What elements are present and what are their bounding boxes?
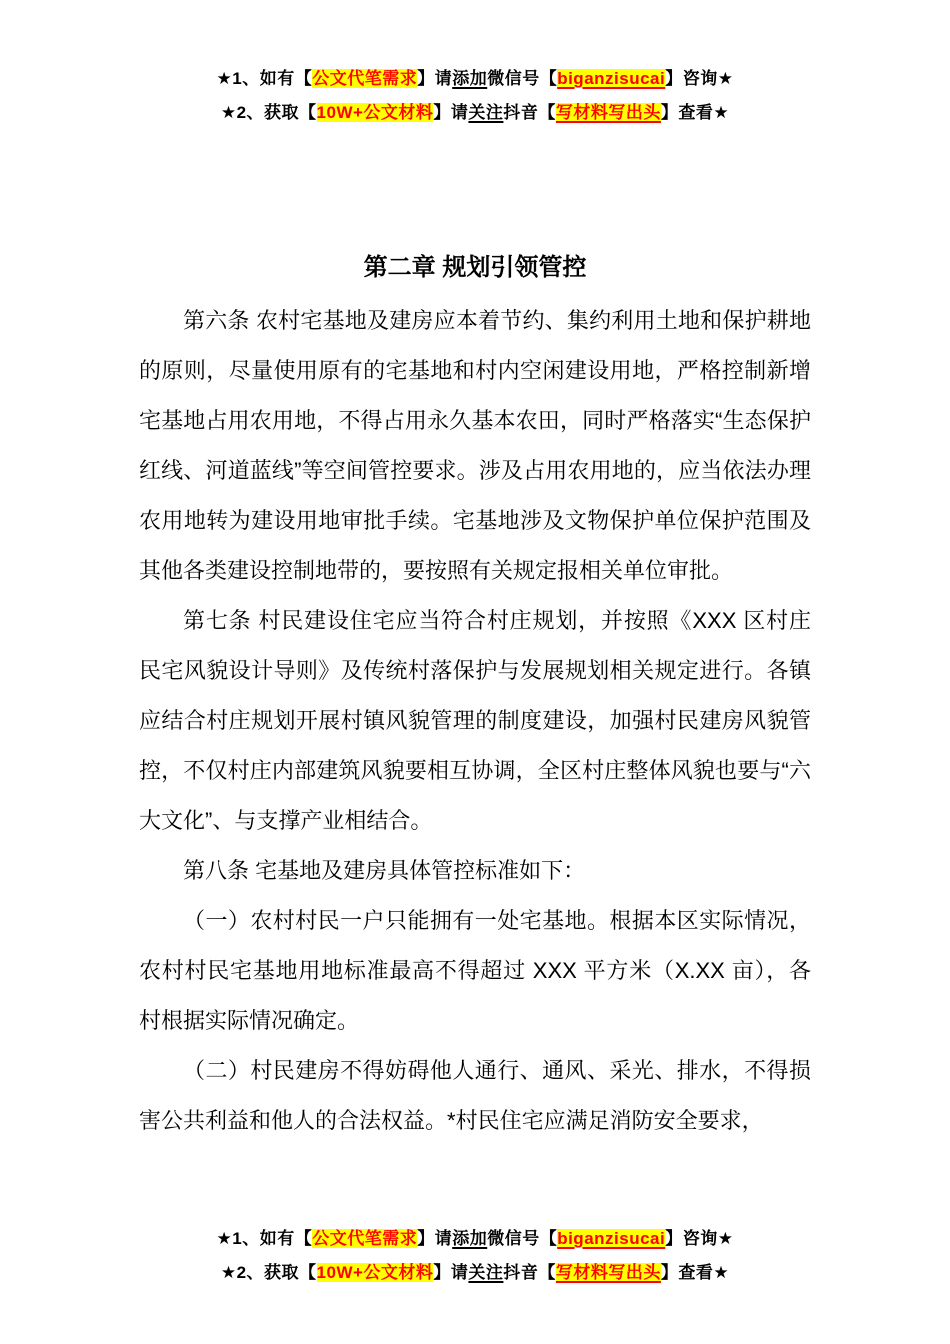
promo-footer xyxy=(0,1222,950,1344)
paragraph-2: 第七条 村民建设住宅应当符合村庄规划，并按照《XXX 区村庄民宅风貌设计导则》及传统村落保护与发展规划相关规定进行。各镇应结合村庄规划开展村镇风貌管理的制度建设，加强村民建房风貌管控，不仅村庄内部建筑风貌要相互协调，全区村庄整体风貌也要与“六大文化”、与支撑产业相结合。 xyxy=(139,608,811,833)
promo-text: 】查看★ xyxy=(660,103,730,122)
promo-highlighted-text: biganzisucai xyxy=(557,1229,666,1248)
promo-text: 微信号【 xyxy=(487,69,558,88)
promo-text: 】请 xyxy=(417,1229,453,1248)
promo-text: 添加 xyxy=(452,69,488,88)
promo-text: ★2、获取【 xyxy=(220,103,317,122)
doc-paragraphs xyxy=(139,296,811,1146)
paragraph-1: 第六条 农村宅基地及建房应本着节约、集约利用土地和保护耕地的原则，尽量使用原有的宅基地和村内空闲建设用地，严格控制新增宅基地占用农用地，不得占用永久基本农田，同时严格落实“生态保护红线、河道蓝线”等空间管控要求。涉及占用农用地的，应当依法办理农用地转为建设用地审批手续。宅基地涉及文物保护单位保护范围及其他各类建设控制地带的，要按照有关规定报相关单位审批。 xyxy=(139,308,811,583)
promo-text: 】查看★ xyxy=(660,1263,730,1282)
promo-text: 关注 xyxy=(468,103,504,122)
promo-highlighted-text: 公文代笔需求 xyxy=(312,69,418,88)
promo-header-line-1 xyxy=(0,62,950,96)
promo-text: ★2、获取【 xyxy=(220,1263,317,1282)
paragraph-3: 第八条 宅基地及建房具体管控标准如下： xyxy=(183,858,586,883)
promo-text: 抖音【 xyxy=(503,1263,556,1282)
promo-text: 】咨询★ xyxy=(665,1229,734,1248)
promo-header-line-2 xyxy=(0,96,950,130)
promo-highlighted-text: 写材料写出头 xyxy=(555,103,661,122)
paragraph-4: （一）农村村民一户只能拥有一处宅基地。根据本区实际情况，农村村民宅基地用地标准最高不得超过 XXX 平方米（X.XX 亩），各村根据实际情况确定。 xyxy=(139,908,811,1033)
promo-text: 微信号【 xyxy=(487,1229,558,1248)
paragraph-5: （二）村民建房不得妨碍他人通行、通风、采光、排水，不得损害公共利益和他人的合法权益。*村民住宅应满足消防安全要求， xyxy=(139,1058,811,1133)
promo-text: 抖音【 xyxy=(503,103,556,122)
promo-text: 】请 xyxy=(433,103,469,122)
promo-text: 】请 xyxy=(433,1263,469,1282)
promo-text: 】咨询★ xyxy=(665,69,734,88)
promo-text: 】请 xyxy=(417,69,453,88)
promo-text: ★1、如有【 xyxy=(216,1229,313,1248)
promo-highlighted-text: 写材料写出头 xyxy=(555,1263,661,1282)
promo-highlighted-text: 公文代笔需求 xyxy=(312,1229,418,1248)
promo-highlighted-text: biganzisucai xyxy=(557,69,666,88)
promo-text: 关注 xyxy=(468,1263,504,1282)
promo-footer-line-1 xyxy=(0,1222,950,1256)
document-page xyxy=(139,130,811,1146)
promo-header xyxy=(0,0,950,130)
chapter-title: 第二章 规划引领管控 xyxy=(363,254,587,281)
promo-highlighted-text: 10W+公文材料 xyxy=(316,103,434,122)
promo-text: 添加 xyxy=(452,1229,488,1248)
promo-text: ★1、如有【 xyxy=(216,69,313,88)
promo-footer-line-2 xyxy=(0,1256,950,1290)
promo-highlighted-text: 10W+公文材料 xyxy=(316,1263,434,1282)
